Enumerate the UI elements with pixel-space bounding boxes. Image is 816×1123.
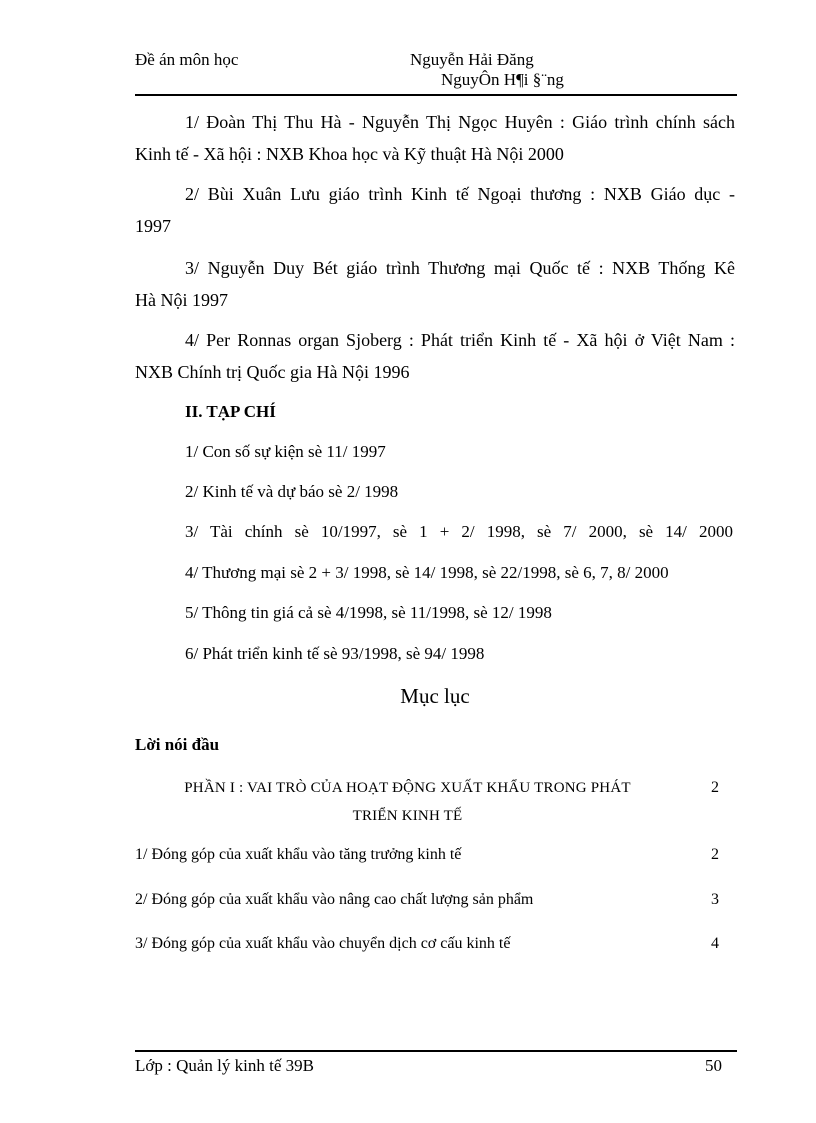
- toc-entry: 1/ Đóng góp của xuất khẩu vào tăng trưởng kinh tế: [135, 846, 462, 863]
- toc-part-title: [145, 774, 670, 830]
- toc-entry-page: 4: [711, 935, 719, 952]
- footer-rule: [135, 1050, 737, 1052]
- toc-entry-page: 3: [711, 891, 719, 908]
- toc-entry: 3/ Đóng góp của xuất khẩu vào chuyển dịch cơ cấu kinh tế: [135, 935, 511, 952]
- header-course: Đề án môn học: [135, 50, 239, 69]
- toc-part-page: 2: [711, 779, 719, 796]
- toc-preface: Lời nói đầu: [135, 735, 220, 754]
- toc-part-title-line1: PHẦN I : VAI TRÒ CỦA HOẠT ĐỘNG XUẤT KHẨU TRONG PHÁT: [184, 780, 631, 796]
- header-author: Nguyễn Hải Đăng: [410, 50, 534, 69]
- header-author-garbled: NguyÔn H¶i §¨ng: [441, 70, 564, 89]
- journal-item: 2/ Kinh tế và dự báo sè 2/ 1998: [185, 482, 399, 501]
- reference-item: 1/ Đoàn Thị Thu Hà - Nguyễn Thị Ngọc Huyên : Giáo trình chính sách Kinh tế - Xã hội : NXB Khoa học và Kỹ thuật Hà Nội 2000: [135, 112, 735, 164]
- journal-item: 4/ Thương mại sè 2 + 3/ 1998, sè 14/ 1998, sè 22/1998, sè 6, 7, 8/ 2000: [185, 563, 669, 582]
- journal-item: 3/ Tài chính sè 10/1997, sè 1 + 2/ 1998, sè 7/ 2000, sè 14/ 2000: [185, 522, 733, 541]
- reference-item: 3/ Nguyễn Duy Bét giáo trình Thương mại Quốc tế : NXB Thống Kê Hà Nội 1997: [135, 258, 735, 310]
- journal-item: 1/ Con số sự kiện sè 11/ 1997: [185, 442, 386, 461]
- journal-item: 6/ Phát triển kinh tế sè 93/1998, sè 94/ 1998: [185, 644, 485, 663]
- footer-class: Lớp : Quản lý kinh tế 39B: [135, 1056, 314, 1075]
- journals-heading: II. TẠP CHÍ: [185, 402, 276, 421]
- reference-item: 4/ Per Ronnas organ Sjoberg : Phát triển Kinh tế - Xã hội ở Việt Nam : NXB Chính trị Quốc gia Hà Nội 1996: [135, 330, 735, 382]
- page-number: 50: [705, 1056, 722, 1075]
- toc-entry-page: 2: [711, 846, 719, 863]
- journal-item: 5/ Thông tin giá cả sè 4/1998, sè 11/1998, sè 12/ 1998: [185, 603, 552, 622]
- reference-item: 2/ Bùi Xuân Lưu giáo trình Kinh tế Ngoại thương : NXB Giáo dục - 1997: [135, 184, 735, 236]
- header-rule: [135, 94, 737, 96]
- toc-entry: 2/ Đóng góp của xuất khẩu vào nâng cao chất lượng sản phẩm: [135, 891, 534, 908]
- toc-part-title-line2: TRIỂN KINH TẾ: [352, 808, 463, 824]
- toc-title: Mục lục: [400, 684, 470, 708]
